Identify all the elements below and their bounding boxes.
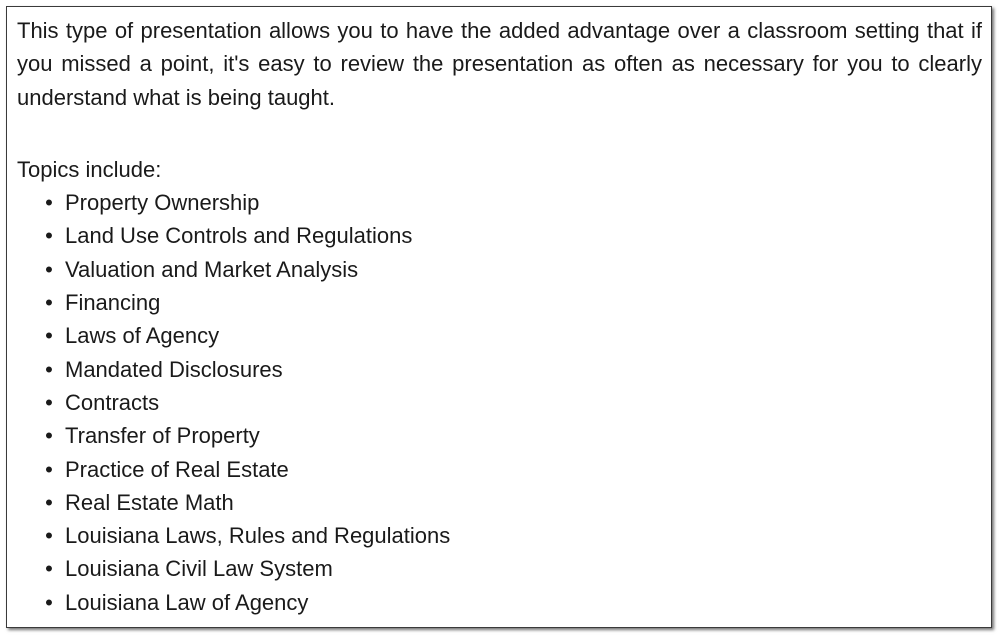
topic-label: Land Use Controls and Regulations	[65, 223, 413, 249]
topic-label: Financing	[65, 290, 161, 316]
topic-label: Transfer of Property	[65, 423, 260, 449]
content-frame	[6, 6, 992, 628]
topic-item	[17, 253, 982, 286]
bullet-icon: •	[45, 456, 53, 482]
paragraph-spacer	[17, 114, 982, 153]
topic-item	[17, 519, 982, 552]
bullet-icon: •	[45, 489, 53, 515]
topic-item	[17, 286, 982, 319]
topic-label: Louisiana Law of Agency	[65, 589, 309, 615]
topic-label: Mandated Disclosures	[65, 356, 283, 382]
topic-item	[17, 586, 982, 619]
topic-label: Valuation and Market Analysis	[65, 256, 359, 282]
topic-item	[17, 353, 982, 386]
bullet-icon: •	[45, 290, 53, 316]
bullet-icon: •	[45, 556, 53, 582]
bullet-icon: •	[45, 323, 53, 349]
topic-item	[17, 486, 982, 519]
topic-label: Real Estate Math	[65, 489, 234, 515]
topic-item	[17, 186, 982, 219]
bullet-icon: •	[45, 190, 53, 216]
topic-label: Contracts	[65, 389, 160, 415]
content-body	[17, 14, 982, 619]
topic-label: Louisiana Civil Law System	[65, 556, 333, 582]
topic-label: Practice of Real Estate	[65, 456, 289, 482]
bullet-icon: •	[45, 389, 53, 415]
topics-heading: Topics include:	[17, 156, 162, 182]
bullet-icon: •	[45, 589, 53, 615]
topic-item	[17, 552, 982, 585]
bullet-icon: •	[45, 356, 53, 382]
topic-label: Louisiana Laws, Rules and Regulations	[65, 523, 451, 549]
intro-paragraph: This type of presentation allows you to have the added advantage over a classroom setting that if you missed a point, it's easy to review the presentation as often as necessary for you to clearly understand what is being taught.	[17, 18, 982, 110]
topic-item	[17, 386, 982, 419]
topic-label: Laws of Agency	[65, 323, 220, 349]
bullet-icon: •	[45, 423, 53, 449]
bullet-icon: •	[45, 523, 53, 549]
bullet-icon: •	[45, 256, 53, 282]
topic-item	[17, 453, 982, 486]
topic-label: Property Ownership	[65, 190, 260, 216]
bullet-icon: •	[45, 223, 53, 249]
topic-item	[17, 219, 982, 252]
topic-item	[17, 319, 982, 352]
topic-item	[17, 419, 982, 452]
topics-list	[17, 186, 982, 619]
